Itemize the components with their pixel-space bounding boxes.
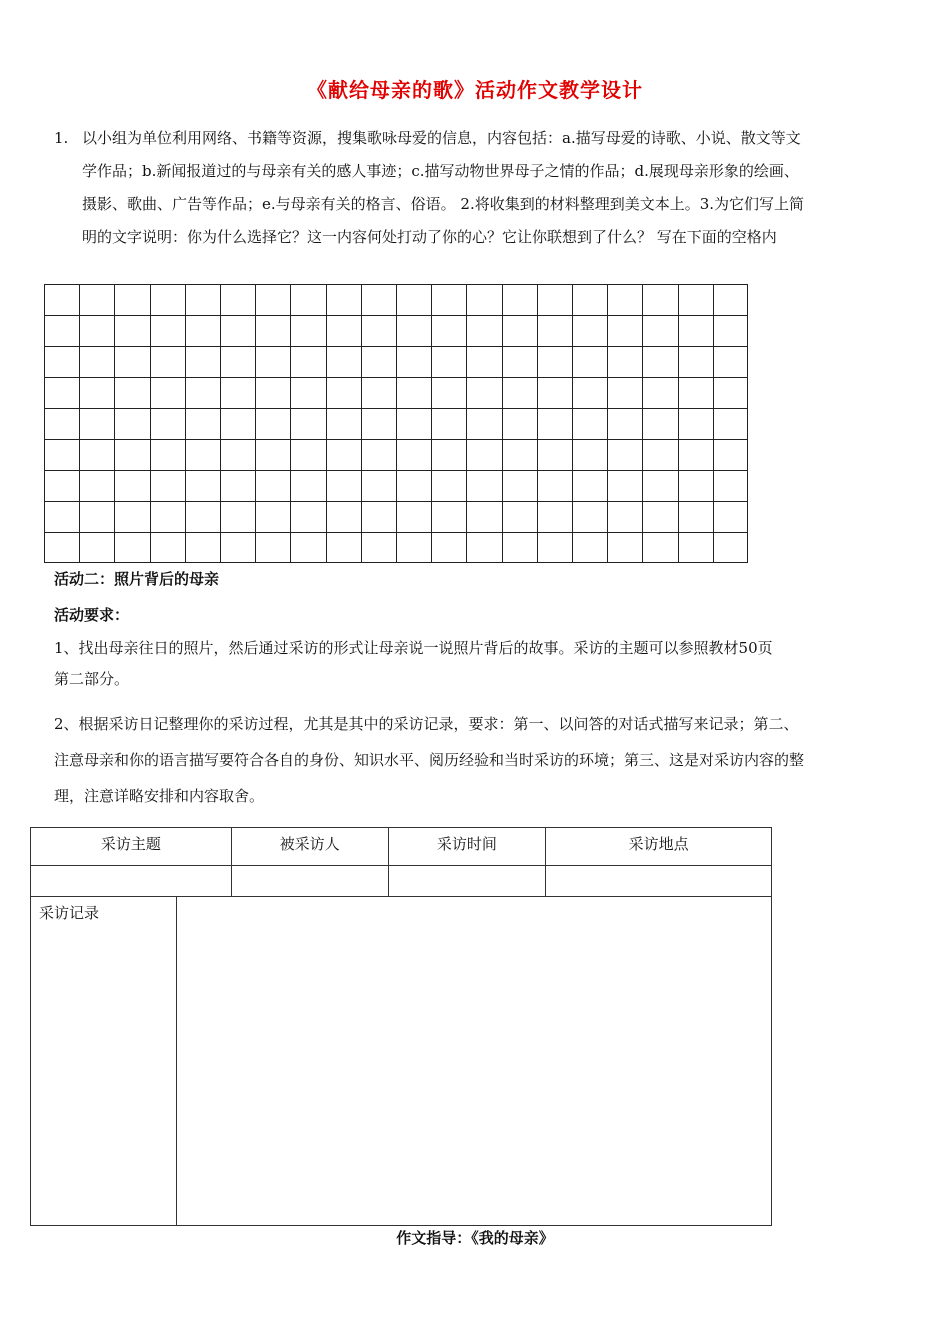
header-time: 采访时间 — [388, 828, 546, 866]
record-cell[interactable] — [176, 897, 771, 1226]
interview-table — [30, 827, 772, 1226]
interviewee-cell[interactable] — [231, 866, 388, 897]
requirement-2-line: 注意母亲和你的语言描写要符合各自的身份、知识水平、阅历经验和当时采访的环境；第三、这是对采访内容的整 — [54, 751, 805, 769]
requirement-1-line: 第二部分。 — [54, 670, 130, 688]
activity2-heading: 活动二：照片背后的母亲 — [54, 570, 220, 588]
activity1-line: 摄影、歌曲、广告等作品；e.与母亲有关的格言、俗语。 2.将收集到的材料整理到美文本上。3.为它们写上简 — [82, 195, 805, 213]
table-input-row — [31, 866, 772, 897]
activity1-paragraph — [54, 122, 904, 254]
requirement-2-line: 2、根据采访日记整理你的采访过程，尤其是其中的采访记录，要求：第一、以问答的对话式描写来记录；第二、 — [54, 715, 799, 733]
requirement-1 — [54, 632, 900, 693]
activity1-line: 学作品；b.新闻报道过的与母亲有关的感人事迹；c.描写动物世界母子之情的作品；d.展现母亲形象的绘画、 — [82, 162, 799, 180]
writing-grid[interactable] — [44, 284, 748, 563]
table-header-row — [31, 828, 772, 866]
place-cell[interactable] — [546, 866, 772, 897]
topic-cell[interactable] — [31, 866, 232, 897]
header-topic: 采访主题 — [31, 828, 232, 866]
requirement-2-line: 理，注意详略安排和内容取舍。 — [54, 787, 265, 805]
time-cell[interactable] — [388, 866, 546, 897]
page-title: 《献给母亲的歌》活动作文教学设计 — [307, 78, 643, 102]
requirement-2 — [54, 706, 900, 814]
activity1-line: 以小组为单位利用网络、书籍等资源，搜集歌咏母爱的信息，内容包括：a.描写母爱的诗歌、小说、散文等文 — [82, 129, 801, 147]
header-place: 采访地点 — [546, 828, 772, 866]
composition-guide-heading: 作文指导：《我的母亲》 — [396, 1229, 554, 1247]
requirement-1-line: 1、找出母亲往日的照片，然后通过采访的形式让母亲说一说照片背后的故事。采访的主题可以参照教材50页 — [54, 639, 773, 657]
record-label: 采访记录 — [31, 897, 177, 1226]
header-interviewee: 被采访人 — [231, 828, 388, 866]
activity1-line: 明的文字说明：你为什么选择它？这一内容何处打动了你的心？它让你联想到了什么？ 写在下面的空格内 — [82, 228, 777, 246]
record-row — [31, 897, 772, 1226]
requirements-label: 活动要求： — [54, 606, 130, 624]
activity1-number: 1. — [54, 129, 69, 147]
